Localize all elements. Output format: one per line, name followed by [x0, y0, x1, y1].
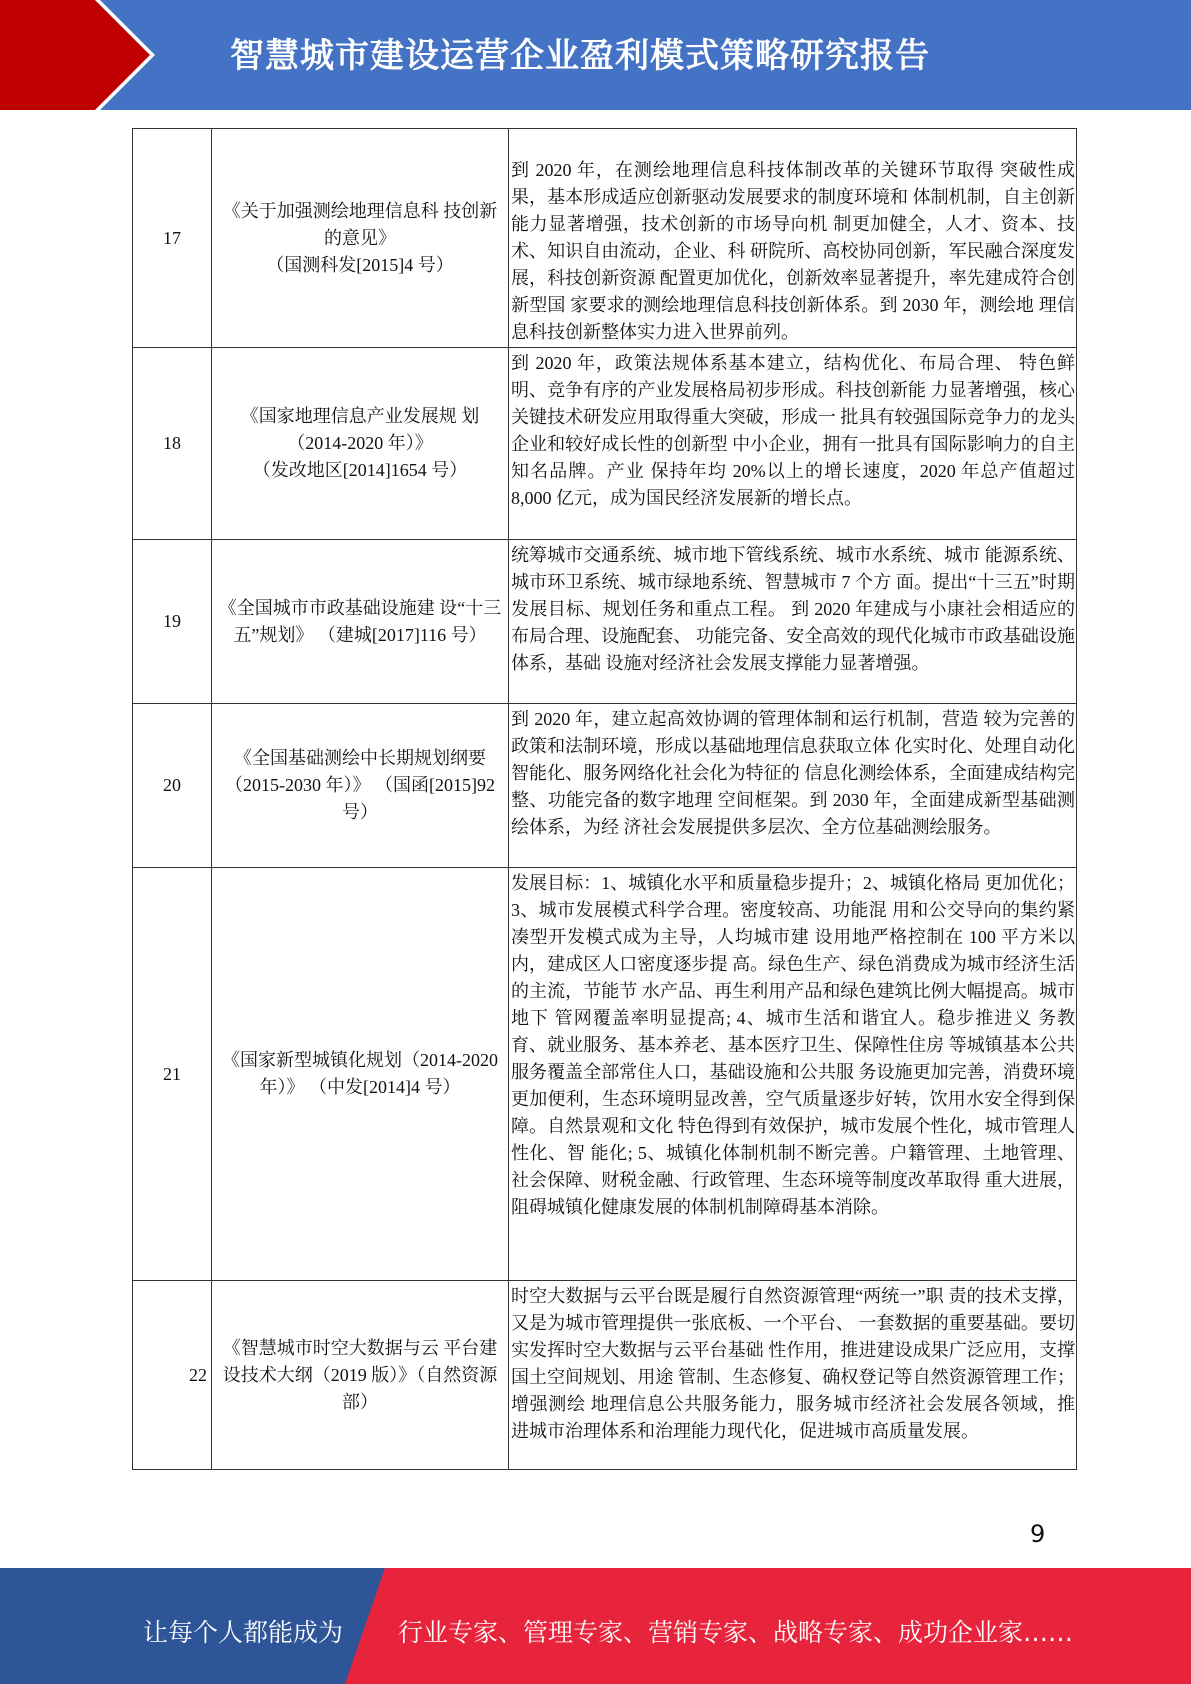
policy-name-cell: [212, 540, 509, 704]
policy-name: 《全国基础测绘中长期规划纲要（2015-2030 年）》 （国函[2015]92 号）: [225, 748, 495, 822]
page-footer: [0, 1568, 1191, 1684]
page-header: [0, 0, 1191, 110]
policy-description-cell: [509, 704, 1077, 868]
page-number: 9: [1030, 1520, 1046, 1548]
policy-name: 《智慧城市时空大数据与云 平台建设技术大纲（2019 版）》（自然资源部）: [222, 1337, 498, 1412]
footer-slogan-left: 让每个人都能成为: [143, 1618, 344, 1647]
policy-description-cell: [509, 540, 1077, 704]
policy-document-number: （发改地区[2014]1654 号）: [252, 460, 468, 480]
policy-table: [132, 128, 1075, 1470]
document-title: 智慧城市建设运营企业盈利模式策略研究报告: [230, 36, 930, 76]
row-number: 21: [133, 868, 212, 1281]
policy-description: 到 2020 年，在测绘地理信息科技体制改革的关键环节取得 突破性成果，基本形成适应创新驱动发展要求的制度环境和 体制机制，自主创新能力显著增强，技术创新的市场导向机 制更加健全，人才、资本、技术、知识自由流动，企业、科 研院所、高校协同创新，军民融合深度发展，科技创新资源 配置更加优化，创新效率显著提升，率先建成符合创新型国 家要求的测绘地理信息科技创新体系。到 2030 年，测绘地 理信息科技创新整体实力进入世界前列。: [511, 160, 1075, 342]
table-row: [133, 704, 1077, 868]
row-number: 22: [133, 1281, 212, 1470]
policy-name-cell: [212, 704, 509, 868]
policy-name-cell: [212, 868, 509, 1281]
policy-description-cell: [509, 868, 1077, 1281]
policy-name-cell: [212, 129, 509, 348]
policy-description: 到 2020 年，建立起高效协调的管理体制和运行机制，营造 较为完善的政策和法制环境，形成以基础地理信息获取立体 化实时化、处理自动化智能化、服务网络化社会化为特征的 信息化测绘体系，全面建成结构完整、功能完备的数字地理 空间框架。到 2030 年，全面建成新型基础测绘体系，为经 济社会发展提供多层次、全方位基础测绘服务。: [511, 709, 1075, 837]
table-row: [133, 868, 1077, 1281]
policy-name: 《国家新型城镇化规划（2014-2020 年）》 （中发[2014]4 号）: [222, 1050, 498, 1097]
policy-description: 发展目标：1、城镇化水平和质量稳步提升；2、城镇化格局 更加优化；3、城市发展模式科学合理。密度较高、功能混 用和公交导向的集约紧凑型开发模式成为主导，人均城市建 设用地严格控制在 100 平方米以内，建成区人口密度逐步提 高。绿色生产、绿色消费成为城市经济生活的主流，节能节 水产品、再生利用产品和绿色建筑比例大幅提高。城市地下 管网覆盖率明显提高; 4、城市生活和谐宜人。稳步推进义 务教育、就业服务、基本养老、基本医疗卫生、保障性住房 等城镇基本公共服务覆盖全部常住人口，基础设施和公共服 务设施更加完善，消费环境更加便利，生态环境明显改善，空气质量逐步好转，饮用水安全得到保障。自然景观和文化 特色得到有效保护，城市发展个性化，城市管理人性化、智 能化; 5、城镇化体制机制不断完善。户籍管理、土地管理、 社会保障、财税金融、行政管理、生态环境等制度改革取得 重大进展，阻碍城镇化健康发展的体制机制障碍基本消除。: [511, 873, 1075, 1217]
policy-document-number: （国测科发[2015]4 号）: [266, 254, 454, 275]
row-number: 20: [133, 704, 212, 868]
policy-description: 统筹城市交通系统、城市地下管线系统、城市水系统、城市 能源系统、城市环卫系统、城市绿地系统、智慧城市 7 个方 面。提出“十三五”时期发展目标、规划任务和重点工程。 到 2020 年建成与小康社会相适应的布局合理、设施配套、 功能完备、安全高效的现代化城市市政基础设施体系，基础 设施对经济社会发展支撑能力显著增强。: [511, 545, 1075, 673]
table-row: [133, 540, 1077, 704]
policy-name: 《关于加强测绘地理信息科 技创新的意见》: [222, 200, 498, 248]
policy-name-cell: [212, 1281, 509, 1470]
table-row: [133, 129, 1077, 348]
row-number: 19: [133, 540, 212, 704]
footer-slogan-right: 行业专家、管理专家、营销专家、战略专家、成功企业家……: [398, 1618, 1074, 1647]
policy-description: 到 2020 年，政策法规体系基本建立，结构优化、布局合理、 特色鲜明、竞争有序的产业发展格局初步形成。科技创新能 力显著增强，核心关键技术研发应用取得重大突破，形成一 批具有较强国际竞争力的龙头企业和较好成长性的创新型 中小企业，拥有一批具有国际影响力的自主知名品牌。产业 保持年均 20%以上的增长速度，2020 年总产值超过 8,000 亿元，成为国民经济发展新的增长点。: [511, 353, 1075, 508]
policy-description-cell: [509, 348, 1077, 540]
policy-description-cell: [509, 129, 1077, 348]
row-number: 17: [133, 129, 212, 348]
policy-description-cell: [509, 1281, 1077, 1470]
table-row: [133, 1281, 1077, 1470]
policy-name: 《全国城市市政基础设施建 设“十三五”规划》 （建城[2017]116 号）: [218, 597, 502, 645]
row-number: 18: [133, 348, 212, 540]
policy-name: 《国家地理信息产业发展规 划（2014-2020 年）》: [240, 406, 480, 453]
policy-name-cell: [212, 348, 509, 540]
policy-description: 时空大数据与云平台既是履行自然资源管理“两统一”职 责的技术支撑，又是为城市管理提供一张底板、一个平台、 一套数据的重要基础。要切实发挥时空大数据与云平台基础 性作用，推进建设成果广泛应用，支撑国土空间规划、用途 管制、生态修复、确权登记等自然资源管理工作；增强测绘 地理信息公共服务能力，服务城市经济社会发展各领域，推 进城市治理体系和治理能力现代化，促进城市高质量发展。: [511, 1286, 1075, 1441]
table-row: [133, 348, 1077, 540]
